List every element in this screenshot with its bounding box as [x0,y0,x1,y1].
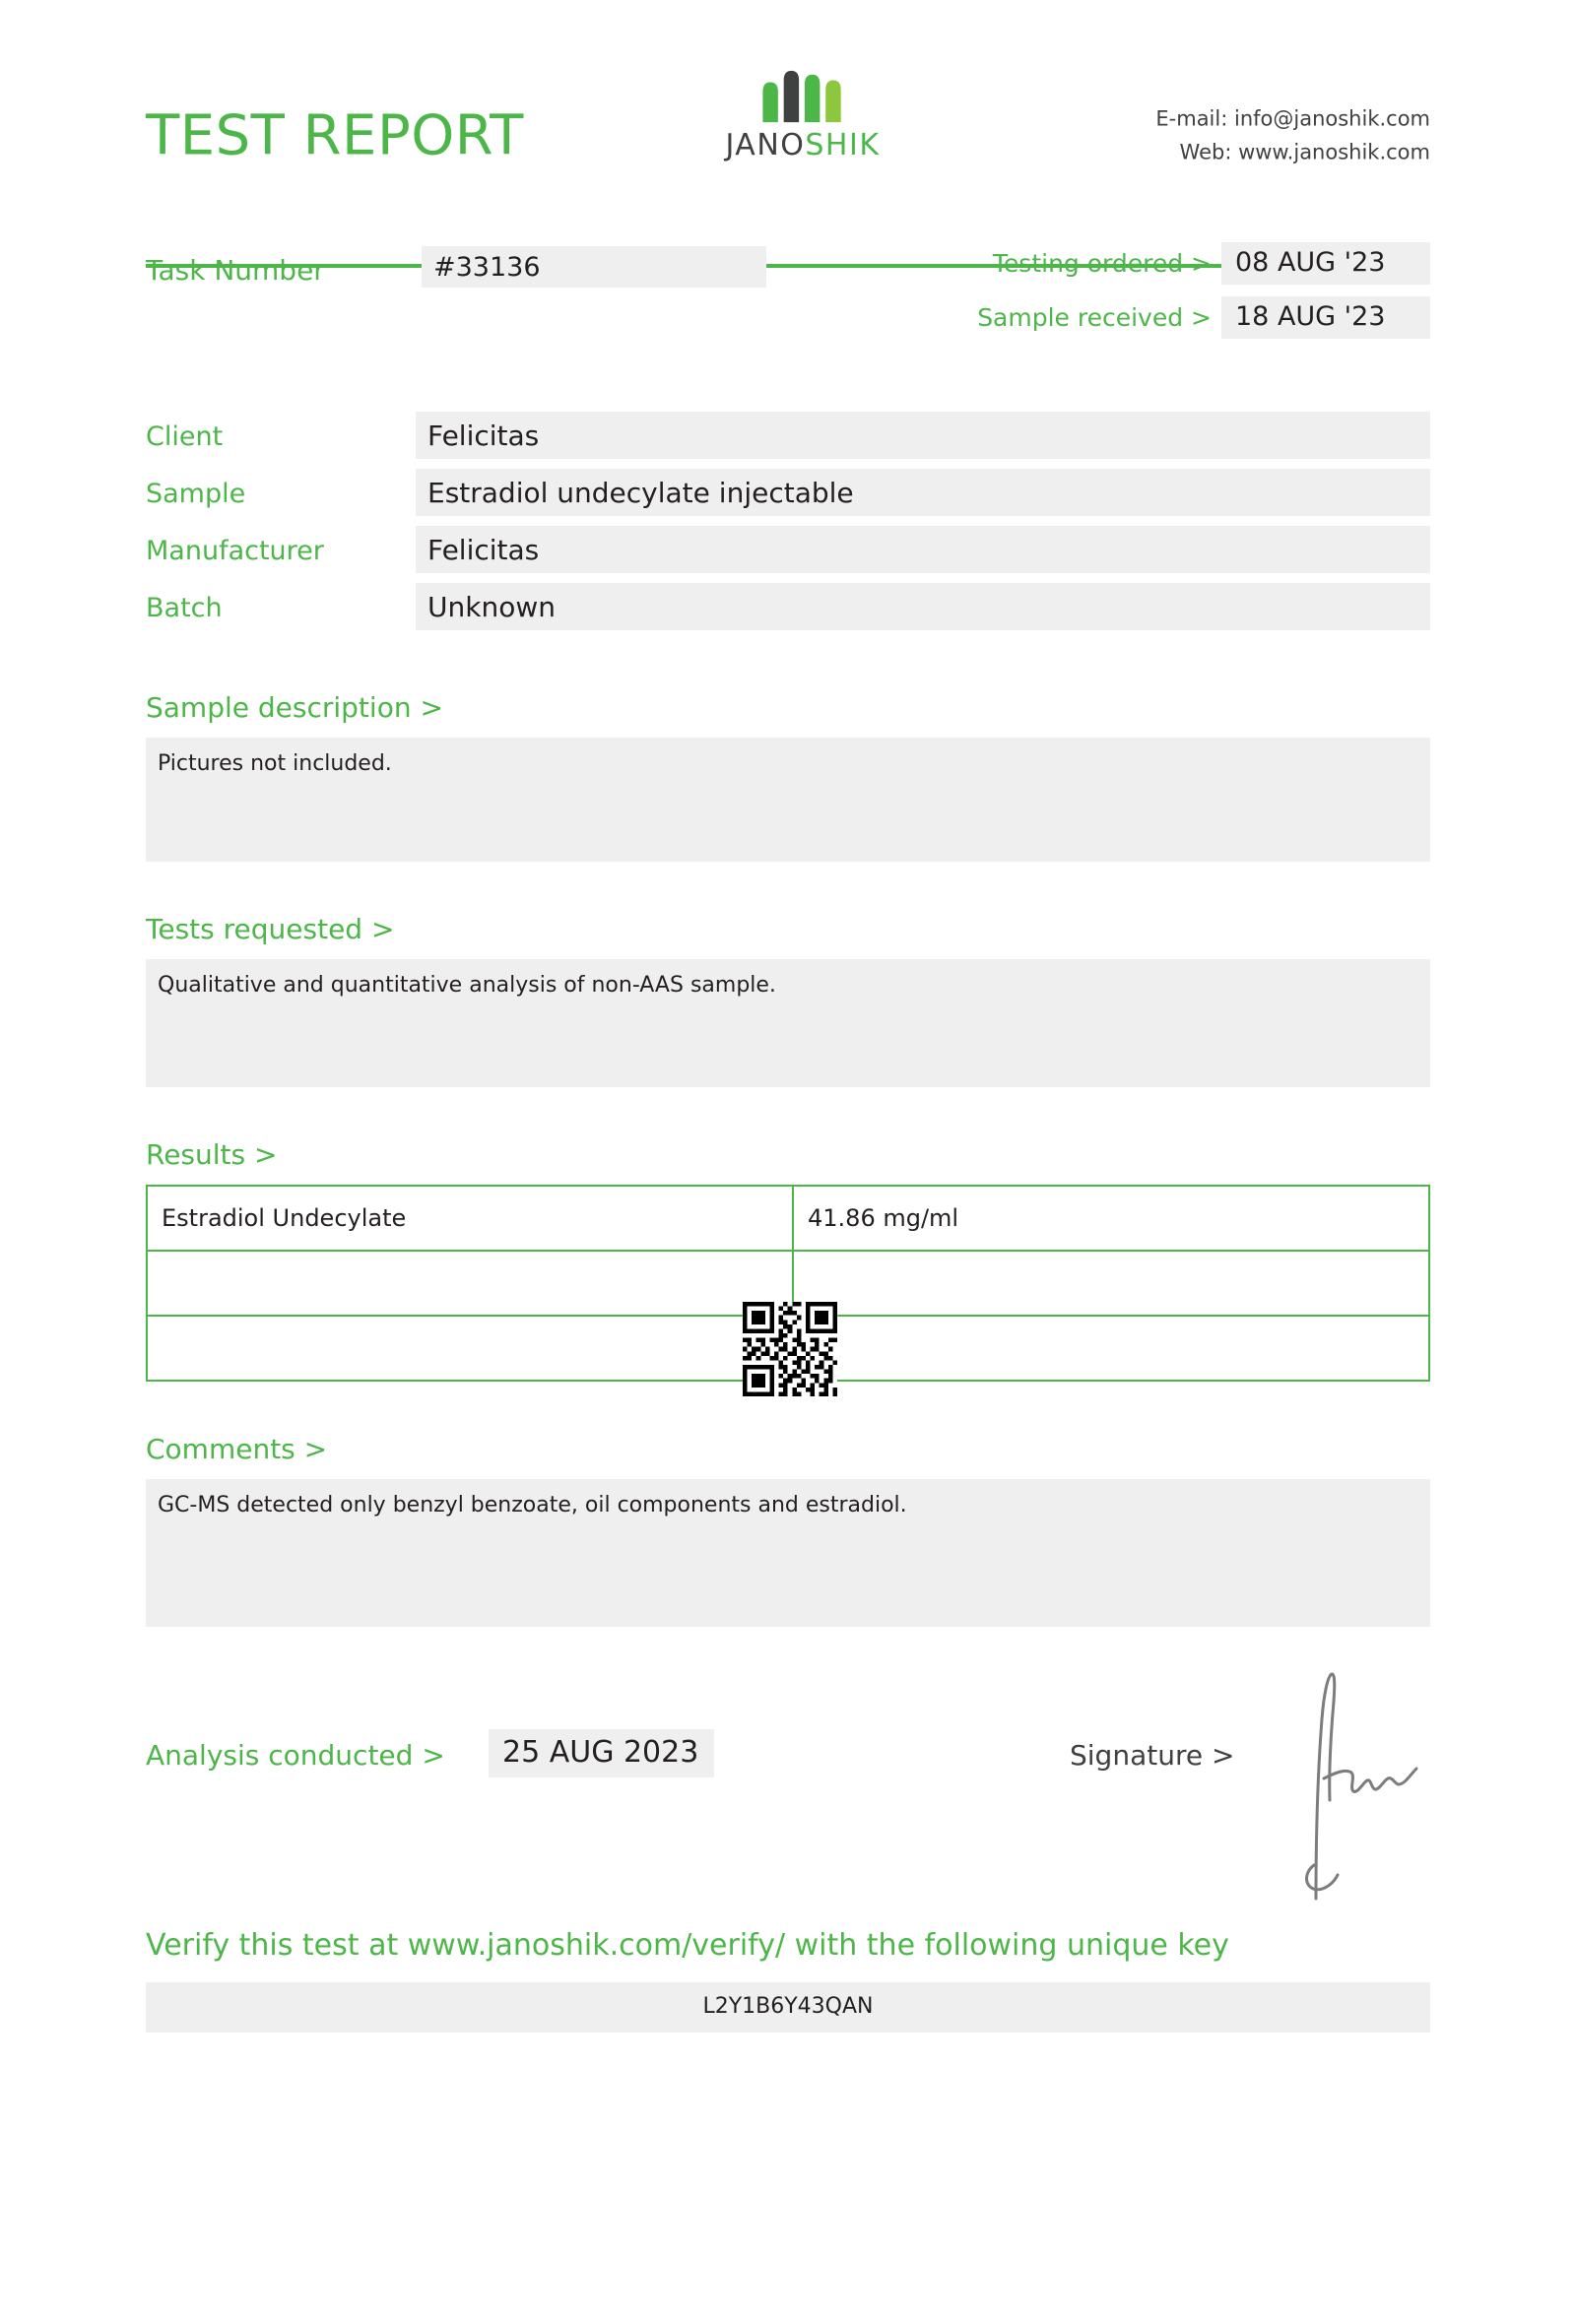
janoshik-logo [690,67,916,162]
tests-requested-title: Tests requested > [146,913,395,945]
page-title: TEST REPORT [146,103,524,168]
logo-mountain-icon [746,67,860,124]
info-row-batch [146,583,1430,640]
manufacturer-label: Manufacturer [146,536,324,566]
result-name: Estradiol Undecylate [147,1186,793,1251]
result-value [793,1251,1429,1316]
results-title: Results > [146,1138,278,1171]
manufacturer-value: Felicitas [416,526,1430,573]
result-value: 41.86 mg/ml [793,1186,1429,1251]
verify-text: Verify this test at www.janoshik.com/verify/ with the following unique key [146,1928,1229,1963]
contact-info [1155,102,1430,168]
sample-description-title: Sample description > [146,691,443,724]
contact-email: E-mail: info@janoshik.com [1155,106,1430,131]
logo-word-shik: SHIK [805,128,881,162]
analysis-conducted-date: 25 AUG 2023 [489,1729,714,1777]
logo-word-jano: JANO [725,128,806,162]
report-content [146,0,1430,2033]
result-name [147,1316,793,1381]
info-row-sample [146,469,1430,526]
testing-ordered-label: Testing ordered > [992,249,1212,278]
result-value [793,1316,1429,1381]
comments-title: Comments > [146,1433,328,1465]
qr-code-image [737,1302,843,1396]
unique-key-value: L2Y1B6Y43QAN [146,1982,1430,2033]
batch-value: Unknown [416,583,1430,630]
qr-code [737,1302,843,1396]
client-value: Felicitas [416,412,1430,459]
info-table [146,412,1430,640]
batch-label: Batch [146,593,223,623]
task-number-label: Task Number [146,254,325,287]
client-label: Client [146,421,224,452]
testing-ordered-value: 08 AUG '23 [1221,242,1430,285]
contact-web: Web: www.janoshik.com [1179,140,1430,163]
sample-received-row [879,296,1430,339]
sample-value: Estradiol undecylate injectable [416,469,1430,516]
sample-received-value: 18 AUG '23 [1221,296,1430,339]
table-row [147,1186,1429,1251]
info-row-manufacturer [146,526,1430,583]
sample-received-label: Sample received > [977,303,1212,332]
sample-description-box: Pictures not included. [146,738,1430,862]
analysis-conducted-label: Analysis conducted > [146,1739,445,1772]
analysis-row [146,1721,1430,1889]
signature-image [1288,1662,1436,1908]
task-row [146,246,1430,364]
signature-label: Signature > [1070,1739,1235,1772]
report-header [146,0,1430,197]
tests-requested-box: Qualitative and quantitative analysis of non-AAS sample. [146,959,1430,1087]
sample-label: Sample [146,479,246,509]
result-name [147,1251,793,1316]
testing-ordered-row [879,242,1430,285]
info-row-client [146,412,1430,469]
date-block [879,242,1430,351]
comments-box: GC-MS detected only benzyl benzoate, oil components and estradiol. [146,1479,1430,1627]
logo-wordmark [690,128,916,162]
task-number-value: #33136 [422,246,766,288]
